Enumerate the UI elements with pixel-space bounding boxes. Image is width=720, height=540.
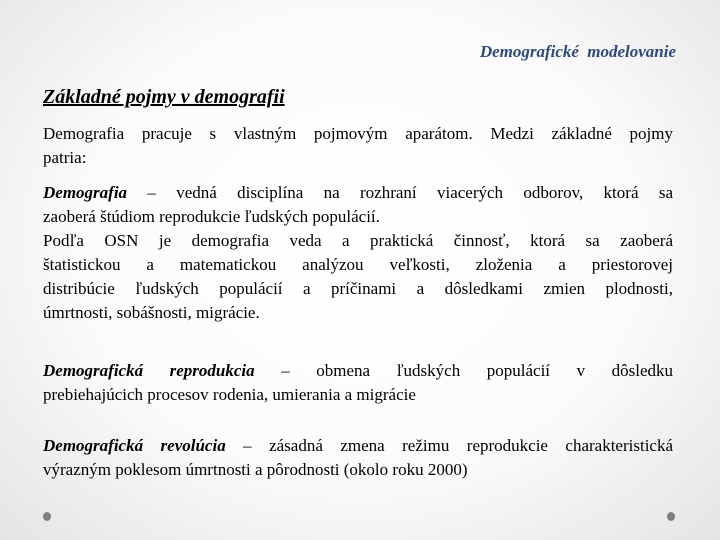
slide-title: Základné pojmy v demografii xyxy=(43,86,285,108)
intro-paragraph xyxy=(43,122,673,170)
definition-text: – zásadná zmena režimu reprodukcie charakteristická xyxy=(225,436,674,455)
text-line: úmrtnosti, sobášnosti, migrácie. xyxy=(43,303,260,322)
definition-revolucia xyxy=(43,434,673,482)
definition-reprodukcia xyxy=(43,359,673,407)
text-line: výrazným poklesom úmrtnosti a pôrodnosti (okolo roku 2000) xyxy=(43,460,468,479)
text-line: zaoberá štúdiom reprodukcie ľudských populácií. xyxy=(43,207,380,226)
text-line: patria: xyxy=(43,148,87,167)
presentation-header: Demografické modelovanie xyxy=(479,42,676,61)
decorative-dot-icon xyxy=(43,512,51,521)
definition-text: – obmena ľudských populácií v dôsledku xyxy=(254,361,674,380)
text-line xyxy=(43,181,673,205)
text-line xyxy=(43,434,673,458)
definition-demografia xyxy=(43,181,673,325)
text-line: distribúcie ľudských populácií a príčinami a dôsledkami zmien plodnosti, xyxy=(43,279,673,298)
text-line: štatistickou a matematickou analýzou veľkosti, zloženia a priestorovej xyxy=(43,255,673,274)
text-line: Demografia pracuje s vlastným pojmovým aparátom. Medzi základné pojmy xyxy=(43,124,673,143)
definition-text: – vedná disciplína na rozhraní viacerých odborov, ktorá sa xyxy=(127,183,673,202)
text-line xyxy=(43,359,673,383)
term: Demografická revolúcia xyxy=(43,436,226,455)
text-line: Podľa OSN je demografia veda a praktická činnosť, ktorá sa zaoberá xyxy=(43,231,673,250)
text-line: prebiehajúcich procesov rodenia, umierania a migrácie xyxy=(43,385,416,404)
decorative-dot-icon xyxy=(667,512,675,521)
term: Demografická reprodukcia xyxy=(43,361,255,380)
term: Demografia xyxy=(43,183,128,202)
